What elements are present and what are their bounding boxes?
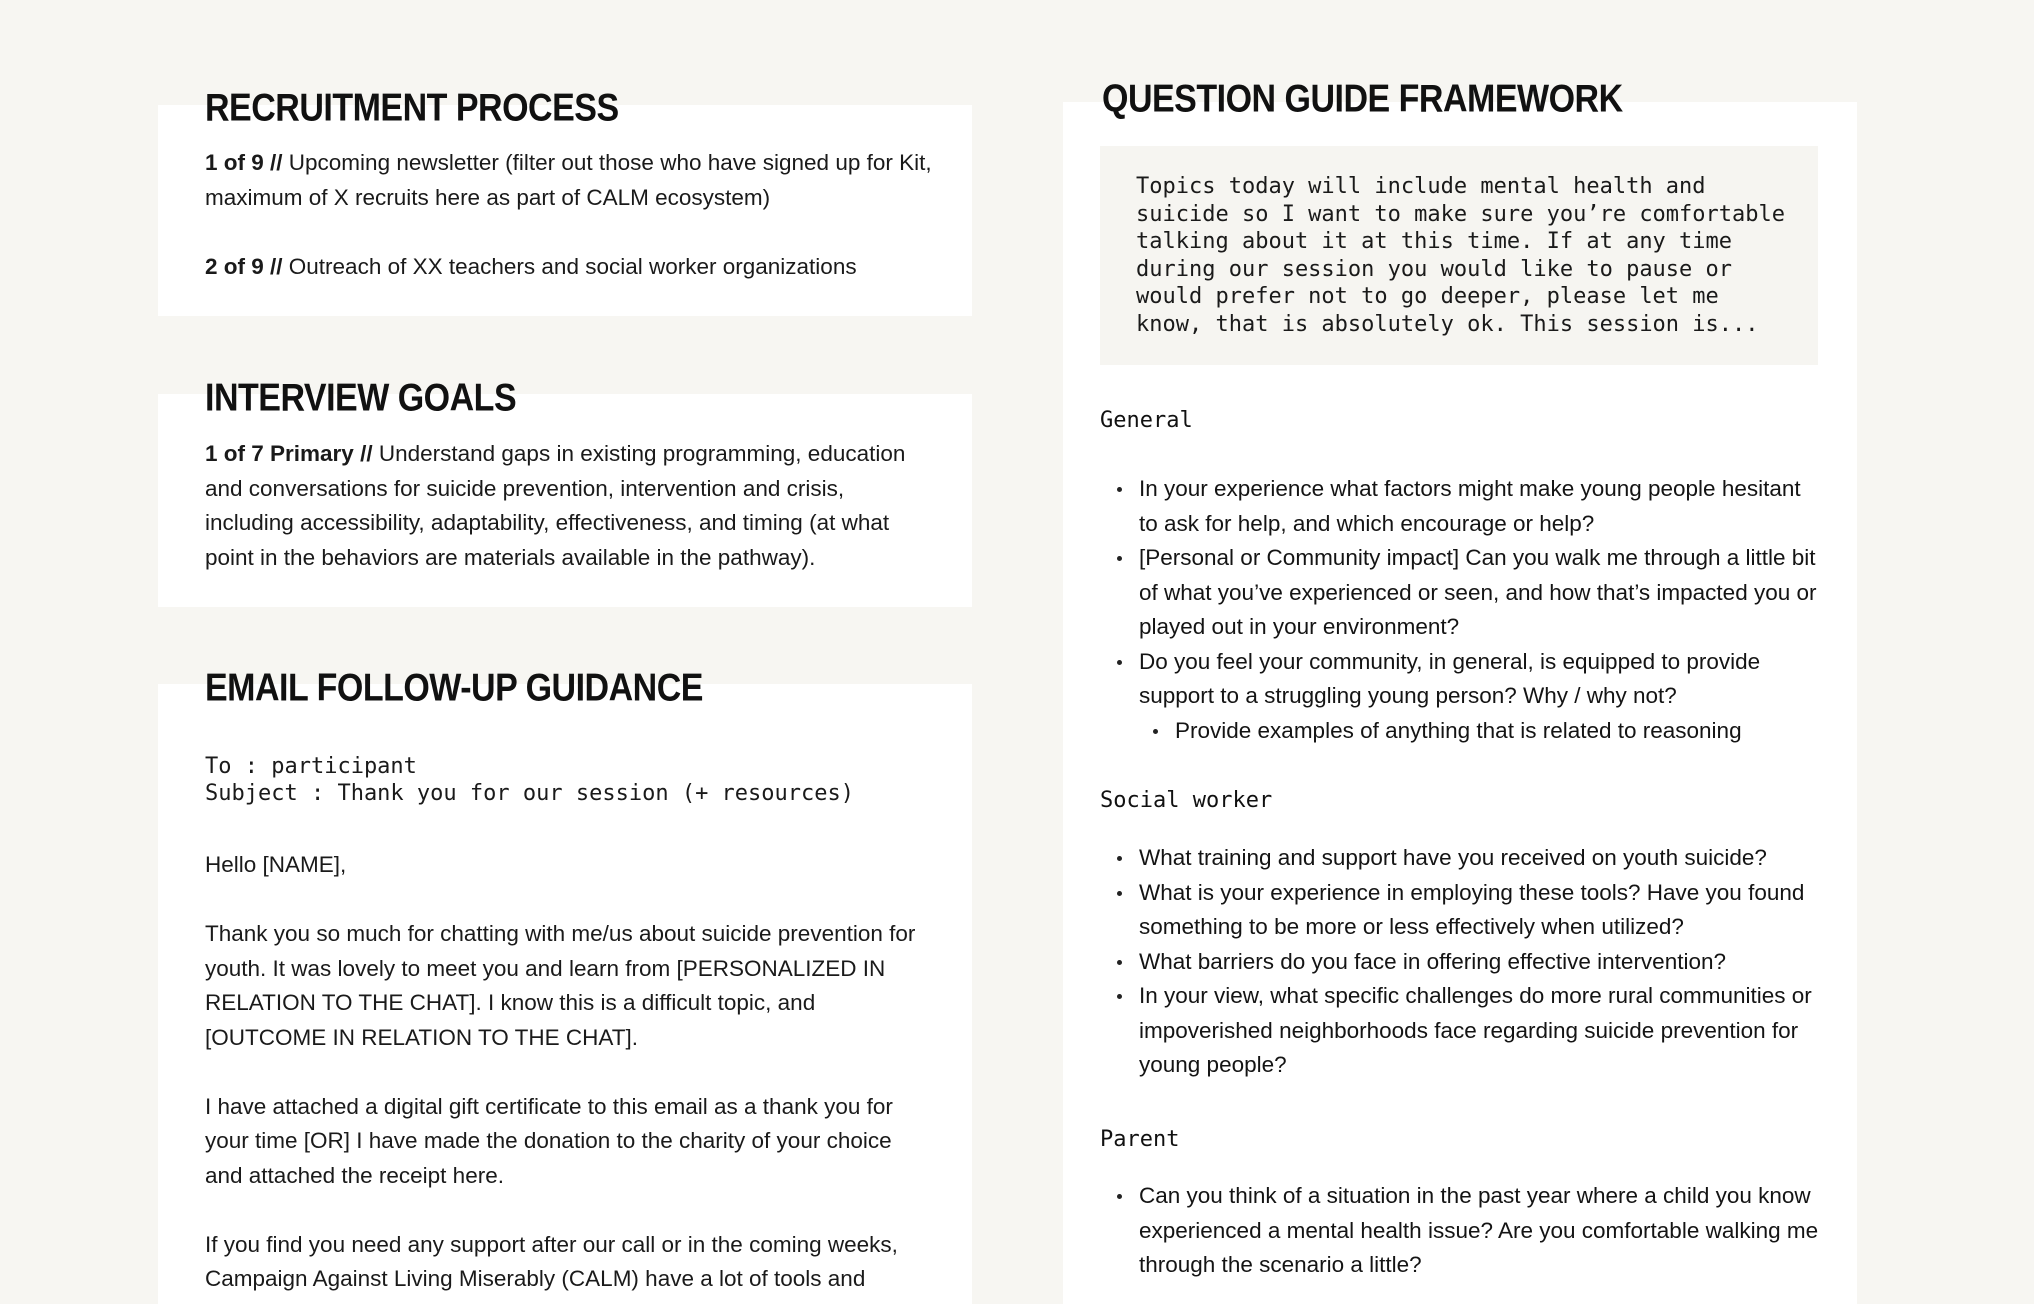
- section-general-list: [1100, 472, 1820, 748]
- email-heading: EMAIL FOLLOW-UP GUIDANCE: [205, 666, 703, 710]
- email-subject-line: Subject : Thank you for our session (+ resources): [205, 781, 855, 806]
- section-general-heading: General: [1100, 408, 1193, 433]
- goal-item-1: [205, 437, 935, 575]
- recruitment-item-2-text: Outreach of XX teachers and social worker organizations: [282, 253, 857, 279]
- social-worker-question-2: What is your experience in employing these tools? Have you found something to be more or less effectively when utilized?: [1100, 876, 1820, 945]
- recruitment-item-1-label: 1 of 9 //: [205, 150, 283, 175]
- goals-list: [205, 437, 935, 575]
- social-worker-question-4: In your view, what specific challenges do more rural communities or impoverished neighborhoods face regarding suicide prevention for young people?: [1100, 979, 1820, 1083]
- goals-heading: INTERVIEW GOALS: [205, 376, 517, 420]
- guide-intro-text: Topics today will include mental health and suicide so I want to make sure you’re comfortable talking about it at this time. If at any time during our session you would like to pause or would prefer not to go deeper, please let me know, that is absolutely ok. This session is...: [1136, 174, 1786, 337]
- general-question-2: [Personal or Community impact] Can you walk me through a little bit of what you’ve experienced or seen, and how that’s impacted you or played out in your environment?: [1100, 541, 1820, 645]
- section-parent-heading: Parent: [1100, 1127, 1180, 1152]
- general-question-3-sub: Provide examples of anything that is related to reasoning: [1100, 714, 1820, 749]
- email-to-line: To : participant: [205, 754, 417, 779]
- general-question-1: In your experience what factors might make young people hesitant to ask for help, and which encourage or help?: [1100, 472, 1820, 541]
- recruitment-item-1-text: Upcoming newsletter (filter out those who have signed up for Kit, maximum of X recruits here as part of CALM ecosystem): [205, 150, 932, 210]
- section-parent-list: [1100, 1179, 1820, 1283]
- email-paragraph-1: Thank you so much for chatting with me/us about suicide prevention for youth. It was lovely to meet you and learn from [PERSONALIZED IN RELATION TO THE CHAT]. I know this is a difficult topic, and [OUTCOME IN RELATION TO THE CHAT].: [205, 921, 916, 1050]
- social-worker-question-3: What barriers do you face in offering effective intervention?: [1100, 945, 1820, 980]
- email-paragraph-3: If you find you need any support after our call or in the coming weeks, Campaign Against Living Miserably (CALM) have a lot of tools and: [205, 1231, 898, 1291]
- section-social-worker-list: [1100, 841, 1820, 1083]
- guide-heading: QUESTION GUIDE FRAMEWORK: [1102, 77, 1623, 121]
- email-greeting: Hello [NAME],: [205, 852, 347, 877]
- goal-item-1-text: Understand gaps in existing programming, education and conversations for suicide prevention, intervention and crisis, including accessibility, adaptability, effectiveness, and timing (at what point in the behaviors are materials available in the pathway).: [205, 441, 906, 570]
- social-worker-question-1: What training and support have you received on youth suicide?: [1100, 841, 1820, 876]
- email-body: [205, 848, 935, 1297]
- email-paragraph-2: I have attached a digital gift certificate to this email as a thank you for your time [OR] I have made the donation to the charity of your choice and attached the receipt here.: [205, 1093, 893, 1188]
- recruitment-list: [205, 146, 935, 284]
- goal-item-1-label: 1 of 7 Primary //: [205, 441, 373, 466]
- section-social-worker-heading: Social worker: [1100, 788, 1273, 813]
- parent-question-1: Can you think of a situation in the past year where a child you know experienced a mental health issue? Are you comfortable walking me through the scenario a little?: [1100, 1179, 1820, 1283]
- general-question-3: Do you feel your community, in general, is equipped to provide support to a struggling young person? Why / why not?: [1100, 645, 1820, 714]
- recruitment-item-2-label: 2 of 9 //: [205, 253, 283, 279]
- recruitment-item-2: [205, 250, 935, 285]
- recruitment-item-1: [205, 146, 935, 215]
- recruitment-heading: RECRUITMENT PROCESS: [205, 86, 619, 130]
